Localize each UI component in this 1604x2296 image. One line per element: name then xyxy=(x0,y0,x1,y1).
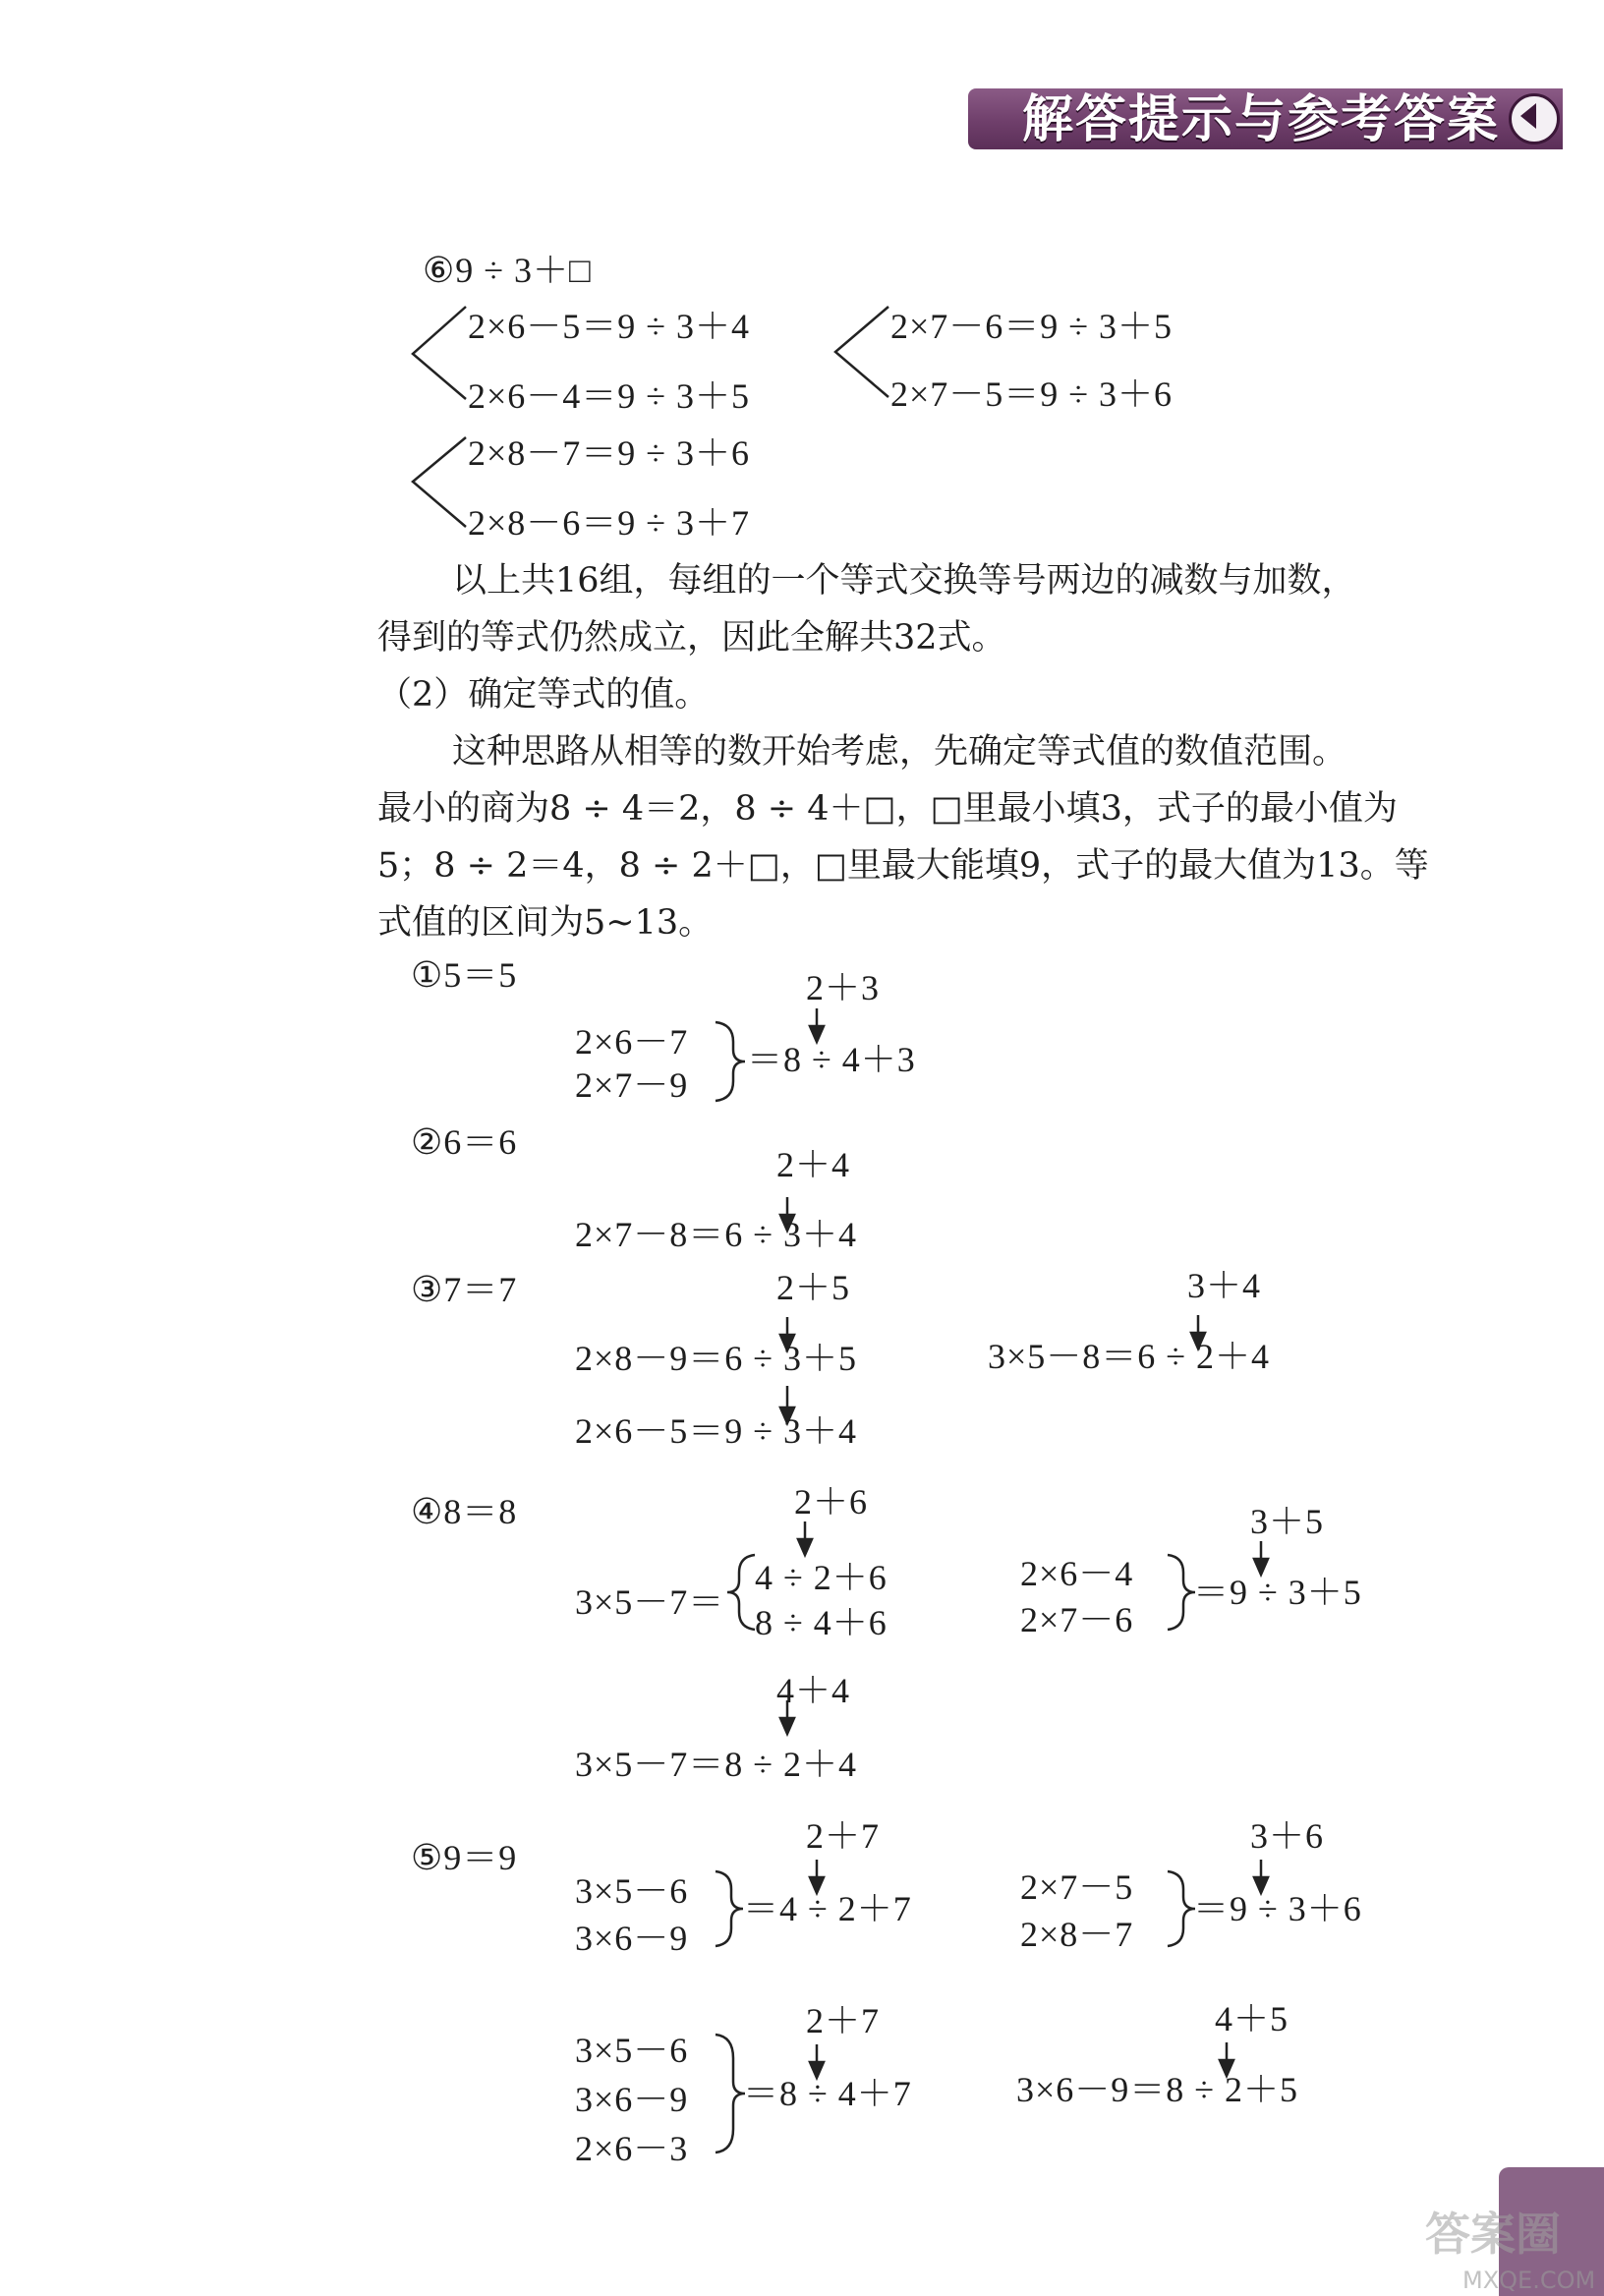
case2-label: ②6＝6 xyxy=(411,1122,518,1162)
section6-eq4: 2×7－5＝9 ÷ 3＋6 xyxy=(890,374,1174,414)
case5-left-b2: 2×8－7 xyxy=(1020,1915,1134,1954)
case5-right-a: ＝4 ÷ 2＋7 xyxy=(743,1889,912,1928)
case5-top-d: 4＋5 xyxy=(1215,1999,1289,2038)
section-header-title: 解答提示与参考答案 xyxy=(1022,90,1501,149)
case5-right-c: ＝8 ÷ 4＋7 xyxy=(743,2074,912,2113)
case4-right-b: ＝9 ÷ 3＋5 xyxy=(1193,1573,1362,1612)
case5-eq-d: 3×6－9＝8 ÷ 2＋5 xyxy=(1016,2070,1299,2109)
summary-line1: 以上共16组，每组的一个等式交换等号两边的减数与加数， xyxy=(452,561,1356,601)
brace-case5-a xyxy=(716,1871,743,1946)
brace-case5-b xyxy=(1168,1871,1195,1946)
part2-line1: 这种思路从相等的数开始考虑，先确定等式值的数值范围。 xyxy=(452,732,1347,772)
brace-case4-b xyxy=(1168,1555,1195,1630)
case4-label: ④8＝8 xyxy=(411,1492,518,1531)
case5-left-b1: 2×7－5 xyxy=(1020,1867,1134,1907)
case4-top-c: 4＋4 xyxy=(776,1671,851,1710)
brace-case4-a xyxy=(727,1555,755,1630)
part2-line2: 最小的商为8 ÷ 4＝2，8 ÷ 4＋□，□里最小填3，式子的最小值为 xyxy=(377,789,1398,829)
section6-eq2: 2×6－4＝9 ÷ 3＋5 xyxy=(468,376,751,416)
case3-label: ③7＝7 xyxy=(411,1270,518,1309)
case5-left-c3: 2×6－3 xyxy=(575,2129,689,2168)
case4-left-b2: 2×7－6 xyxy=(1020,1600,1134,1639)
section6-eq1: 2×6－5＝9 ÷ 3＋4 xyxy=(468,307,751,346)
case1-left1: 2×6－7 xyxy=(575,1022,689,1062)
case4-eq-c: 3×5－7＝8 ÷ 2＋4 xyxy=(575,1745,858,1784)
case3-top-a: 2＋5 xyxy=(776,1268,851,1307)
case4-top-b: 3＋5 xyxy=(1250,1502,1325,1541)
summary-line2: 得到的等式仍然成立，因此全解共32式。 xyxy=(377,618,1006,658)
case4-left-b1: 2×6－4 xyxy=(1020,1554,1134,1593)
brace-case5-c xyxy=(716,2035,745,2152)
case1-right: ＝8 ÷ 4＋3 xyxy=(747,1040,916,1079)
angle-bracket-3 xyxy=(413,437,466,527)
case1-top: 2＋3 xyxy=(806,968,881,1007)
section6-eq6: 2×8－6＝9 ÷ 3＋7 xyxy=(468,503,751,543)
part2-line4: 式值的区间为5~13。 xyxy=(377,903,714,943)
case2-eq: 2×7－8＝6 ÷ 3＋4 xyxy=(575,1215,858,1254)
case2-top: 2＋4 xyxy=(776,1145,851,1184)
section6-label: ⑥9 ÷ 3＋□ xyxy=(423,251,592,290)
case3-eq-a2: 2×6－5＝9 ÷ 3＋4 xyxy=(575,1411,858,1451)
case5-top-c: 2＋7 xyxy=(806,2001,881,2040)
case5-top-a: 2＋7 xyxy=(806,1816,881,1856)
case5-label: ⑤9＝9 xyxy=(411,1838,518,1877)
part2-title: （2）确定等式的值。 xyxy=(377,675,710,715)
part2-line3: 5；8 ÷ 2＝4，8 ÷ 2＋□，□里最大能填9，式子的最大值为13。等 xyxy=(377,846,1429,886)
case5-left-c1: 3×5－6 xyxy=(575,2031,689,2070)
case5-left-c2: 3×6－9 xyxy=(575,2080,689,2119)
case4-left-a: 3×5－7＝ xyxy=(575,1582,725,1622)
case5-top-b: 3＋6 xyxy=(1250,1816,1325,1856)
case3-eq-a1: 2×8－9＝6 ÷ 3＋5 xyxy=(575,1339,858,1378)
case5-left-a1: 3×5－6 xyxy=(575,1871,689,1911)
watermark-site: MXQE.COM xyxy=(1462,2267,1596,2294)
case4-top-a: 2＋6 xyxy=(794,1482,869,1521)
brace-case1 xyxy=(716,1022,745,1101)
summary-paragraph xyxy=(377,552,1478,951)
section6-eq3: 2×7－6＝9 ÷ 3＋5 xyxy=(890,307,1174,346)
watermark-logo: 答案圈 xyxy=(1425,2208,1561,2261)
angle-bracket-1 xyxy=(413,307,466,399)
case5-right-b: ＝9 ÷ 3＋6 xyxy=(1193,1889,1362,1928)
case3-eq-b: 3×5－8＝6 ÷ 2＋4 xyxy=(988,1337,1271,1376)
case3-top-b: 3＋4 xyxy=(1187,1266,1262,1305)
case1-left2: 2×7－9 xyxy=(575,1065,689,1105)
case4-right-a1: 4 ÷ 2＋6 xyxy=(755,1558,888,1597)
case4-right-a2: 8 ÷ 4＋6 xyxy=(755,1603,888,1642)
case5-left-a2: 3×6－9 xyxy=(575,1919,689,1958)
angle-bracket-2 xyxy=(835,307,888,397)
section6-eq5: 2×8－7＝9 ÷ 3＋6 xyxy=(468,433,751,473)
case1-label: ①5＝5 xyxy=(411,955,518,995)
